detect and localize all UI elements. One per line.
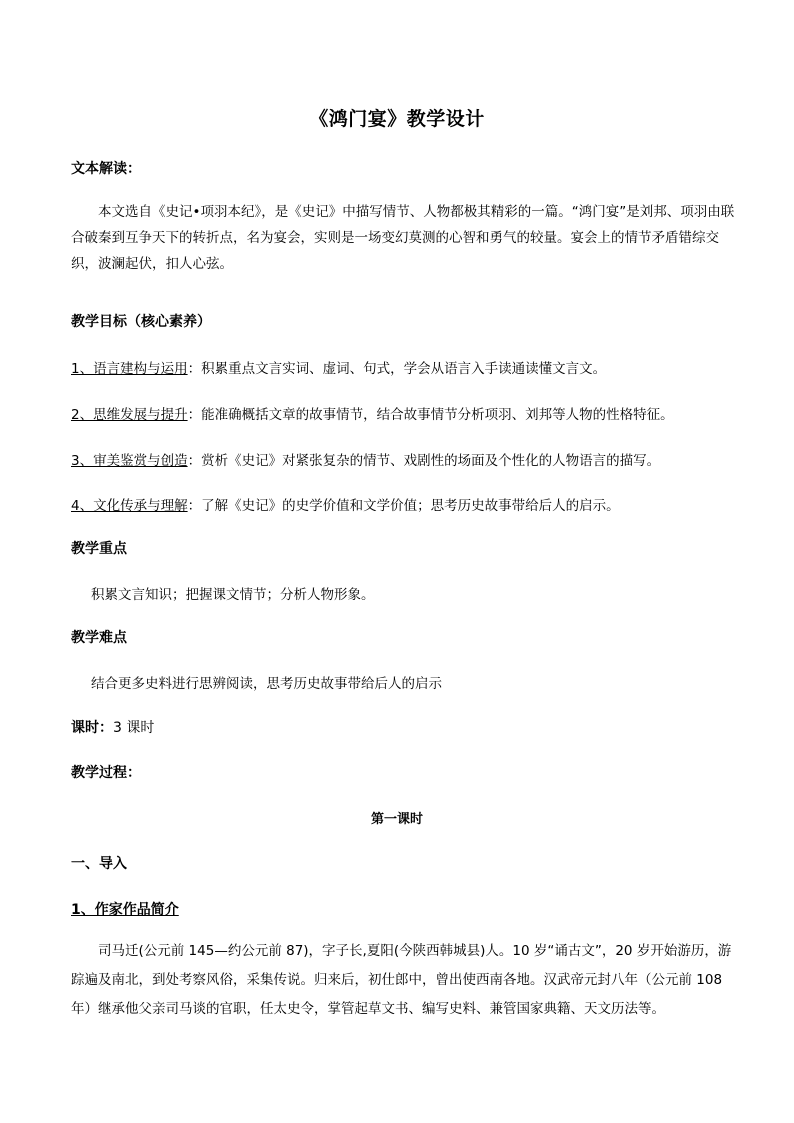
goal-item-4 (71, 494, 620, 514)
text-reading-paragraph: 本文选自《史记•项羽本纪》，是《史记》中描写情节、人物都极其精彩的一篇。“鸿门宴”是刘邦、项羽由联合破秦到互争天下的转折点，名为宴会，实则是一场变幻莫测的心智和勇气的较量。宴会上的情节矛盾错综交织，波澜起伏，扣人心弦。 (71, 204, 735, 272)
goal-label-4: 4、文化传承与理解 (71, 498, 188, 514)
class-hours-label: 课时： (71, 720, 113, 736)
goal-text-4: ：了解《史记》的史学价值和文学价值；思考历史故事带给后人的启示。 (187, 498, 620, 514)
first-lesson-heading: 第一课时 (370, 812, 423, 827)
key-points-text: 积累文言知识；把握课文情节；分析人物形象。 (91, 587, 375, 603)
author-intro-heading (71, 899, 179, 919)
text-reading-heading: 文本解读： (71, 161, 141, 177)
document-title: 《鸿门宴》教学设计 (309, 108, 485, 130)
teaching-goals-heading: 教学目标（核心素养） (71, 314, 211, 330)
goal-label-3: 3、审美鉴赏与创造 (71, 453, 188, 469)
goal-label-2: 2、思维发展与提升 (71, 407, 188, 423)
goal-text-3: ：赏析《史记》对紧张复杂的情节、戏剧性的场面及个性化的人物语言的描写。 (187, 453, 661, 469)
introduction-heading: 一、导入 (71, 856, 127, 872)
goal-item-2 (71, 403, 674, 423)
author-intro-label: 1、作家作品简介 (71, 902, 179, 918)
goal-text-2: ：能准确概括文章的故事情节，结合故事情节分析项羽、刘邦等人物的性格特征。 (187, 407, 674, 423)
difficulties-text: 结合更多史料进行思辨阅读，思考历史故事带给后人的启示 (91, 676, 442, 692)
teaching-process-heading: 教学过程： (71, 765, 141, 781)
author-intro-paragraph: 司马迁(公元前 145—约公元前 87)，字子长,夏阳(今陕西韩城县)人。10 岁“诵古文”，20 岁开始游历，游踪遍及南北，到处考察风俗，采集传说。归来后，初仕郎中，曾出使西南各地。汉武帝元封八年（公元前 108 年）继承他父亲司马谈的官职，任太史令，掌管起草文书、编写史料、兼管国家典籍、天文历法等。 (71, 943, 732, 1017)
key-points-heading: 教学重点 (71, 541, 127, 557)
goal-item-3 (71, 449, 660, 469)
goal-text-1: ：积累重点文言实词、虚词、句式，学会从语言入手读通读懂文言文。 (187, 361, 607, 377)
class-hours (71, 717, 154, 737)
goal-label-1: 1、语言建构与运用 (71, 361, 188, 377)
class-hours-value: 3 课时 (113, 720, 155, 736)
difficulties-heading: 教学难点 (71, 630, 127, 646)
goal-item-1 (71, 357, 606, 377)
